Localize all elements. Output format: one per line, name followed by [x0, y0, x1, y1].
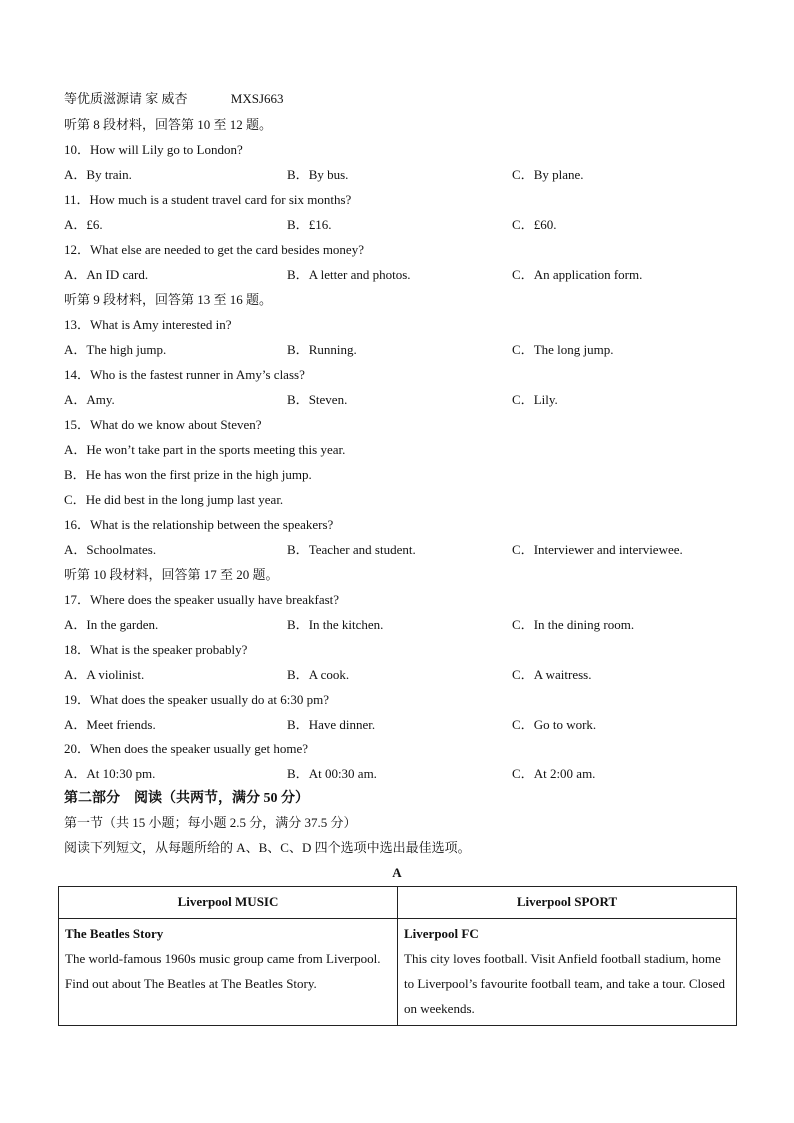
question-stem: 15．What do we know about Steven?: [64, 417, 262, 432]
option-a[interactable]: A．Meet friends.: [64, 717, 156, 732]
option-a[interactable]: A．A violinist.: [64, 667, 145, 682]
table-cell-music: [59, 919, 398, 1026]
option-b[interactable]: B．He has won the first prize in the high jump.: [64, 467, 312, 482]
option-c[interactable]: C．£60.: [512, 217, 557, 232]
option-c[interactable]: C．Lily.: [512, 392, 558, 407]
option-b[interactable]: B．A cook.: [287, 667, 350, 682]
option-c[interactable]: C．He did best in the long jump last year.: [64, 492, 284, 507]
option-b[interactable]: B．Have dinner.: [287, 717, 376, 732]
option-a[interactable]: A．He won’t take part in the sports meeting this year.: [64, 442, 346, 457]
table-header-sport: Liverpool SPORT: [398, 887, 737, 919]
option-c[interactable]: C．At 2:00 am.: [512, 766, 596, 781]
section-intro: 听第 9 段材料，回答第 13 至 16 题。: [64, 292, 273, 307]
option-a[interactable]: A．The high jump.: [64, 342, 167, 357]
option-b[interactable]: B．Running.: [287, 342, 357, 357]
option-c[interactable]: C．By plane.: [512, 167, 584, 182]
option-a[interactable]: A．By train.: [64, 167, 132, 182]
option-a[interactable]: A．In the garden.: [64, 617, 159, 632]
part2-section1: 第一节（共 15 小题；每小题 2.5 分，满分 37.5 分）: [64, 815, 357, 830]
option-c[interactable]: C．An application form.: [512, 267, 643, 282]
option-b[interactable]: B．At 00:30 am.: [287, 766, 377, 781]
option-a[interactable]: A．At 10:30 pm.: [64, 766, 156, 781]
option-b[interactable]: B．In the kitchen.: [287, 617, 384, 632]
option-b[interactable]: B．Teacher and student.: [287, 542, 416, 557]
option-a[interactable]: A．£6.: [64, 217, 103, 232]
music-subtitle: The Beatles Story: [65, 926, 164, 941]
option-a[interactable]: A．Amy.: [64, 392, 115, 407]
watermark-text: 等优质滋源请 家 威杏: [64, 91, 188, 106]
table-header-music: Liverpool MUSIC: [59, 887, 398, 919]
question-stem: 14．Who is the fastest runner in Amy’s class?: [64, 367, 305, 382]
option-c[interactable]: C．In the dining room.: [512, 617, 635, 632]
music-body: The world-famous 1960s music group came from Liverpool. Find out about The Beatles at The Beatles Story.: [65, 951, 381, 991]
option-b[interactable]: B．A letter and photos.: [287, 267, 411, 282]
option-c[interactable]: C．Interviewer and interviewee.: [512, 542, 683, 557]
part2-instruction: 阅读下列短文，从每题所给的 A、B、C、D 四个选项中选出最佳选项。: [64, 840, 471, 855]
question-stem: 10．How will Lily go to London?: [64, 142, 243, 157]
question-stem: 16．What is the relationship between the speakers?: [64, 517, 334, 532]
question-stem: 17．Where does the speaker usually have breakfast?: [64, 592, 340, 607]
option-c[interactable]: C．The long jump.: [512, 342, 614, 357]
reading-table: [58, 886, 737, 1026]
question-stem: 12．What else are needed to get the card besides money?: [64, 242, 364, 257]
watermark: [64, 89, 284, 109]
option-b[interactable]: B．Steven.: [287, 392, 348, 407]
question-stem: 11．How much is a student travel card for six months?: [64, 192, 352, 207]
option-b[interactable]: B．By bus.: [287, 167, 349, 182]
table-cell-sport: [398, 919, 737, 1026]
question-stem: 13．What is Amy interested in?: [64, 317, 232, 332]
sport-subtitle: Liverpool FC: [404, 926, 479, 941]
sport-body: This city loves football. Visit Anfield football stadium, home to Liverpool’s favourite football team, and take a tour. Closed on weekends.: [404, 951, 725, 1016]
question-stem: 20．When does the speaker usually get home?: [64, 741, 309, 756]
option-a[interactable]: A．Schoolmates.: [64, 542, 157, 557]
question-stem: 18．What is the speaker probably?: [64, 642, 248, 657]
option-c[interactable]: C．A waitress.: [512, 667, 592, 682]
option-b[interactable]: B．£16.: [287, 217, 332, 232]
option-c[interactable]: C．Go to work.: [512, 717, 597, 732]
section-intro: 听第 10 段材料，回答第 17 至 20 题。: [64, 567, 279, 582]
watermark-code: MXSJ663: [230, 91, 284, 106]
section-intro: 听第 8 段材料，回答第 10 至 12 题。: [64, 117, 273, 132]
part2-heading: 第二部分 阅读（共两节，满分 50 分）: [64, 791, 309, 806]
passage-label: A: [392, 865, 402, 880]
option-a[interactable]: A．An ID card.: [64, 267, 149, 282]
question-stem: 19．What does the speaker usually do at 6:30 pm?: [64, 692, 330, 707]
